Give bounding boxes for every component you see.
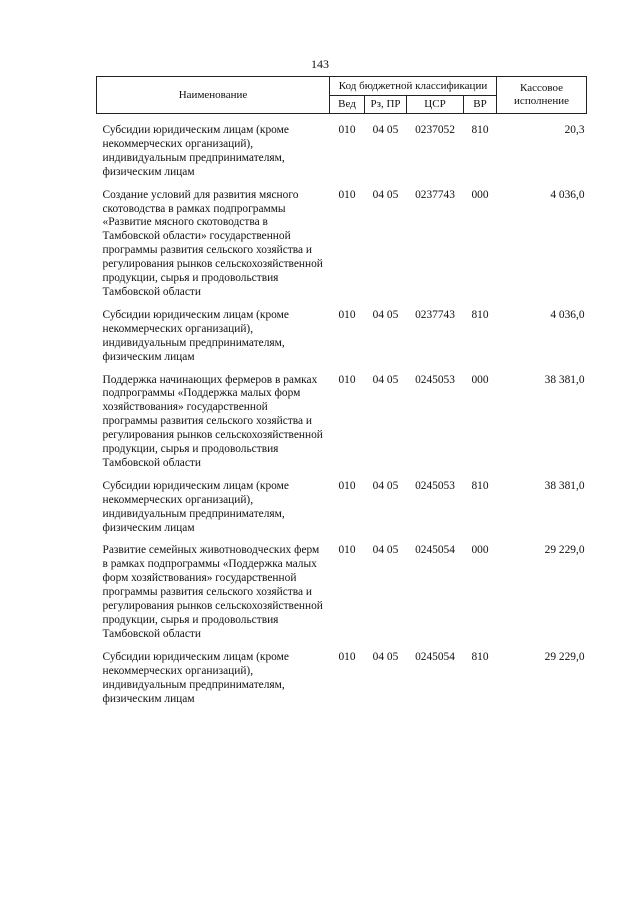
row-name: Поддержка начинающих фермеров в рамках подпрограммы «Поддержка малых форм хозяйствования» государственной программы развития сельского хозяйства и регулирования рынков сельскохозяйственной продукции, сырья и продовольствия Тамбовской области (102, 373, 323, 469)
row-name: Развитие семейных животноводческих ферм в рамках подпрограммы «Поддержка малых форм хозяйствования» государственной программы развития сельского хозяйства и регулирования рынков сельскохозяйственной продукции, сырья и продовольствия Тамбовской области (102, 544, 323, 640)
row-name: Субсидии юридическим лицам (кроме некоммерческих организаций), индивидуальным предпринимателям, физическим лицам (102, 650, 289, 705)
row-vr: 000 (471, 188, 489, 201)
row-sum: 38 381,0 (544, 479, 585, 492)
row-rz-pr: 04 05 (372, 650, 399, 663)
table-row (97, 374, 587, 480)
row-rz-pr: 04 05 (372, 479, 399, 492)
row-vr: 000 (471, 373, 489, 386)
header-rz-pr: Рз, ПР (365, 96, 407, 114)
row-name: Субсидии юридическим лицам (кроме некоммерческих организаций), индивидуальным предпринимателям, физическим лицам (102, 124, 289, 178)
table-row (97, 309, 587, 374)
table-row (97, 480, 587, 545)
table-row (97, 114, 587, 189)
header-csr: ЦСР (407, 96, 464, 114)
row-ved: 010 (338, 479, 356, 492)
row-ved: 010 (338, 124, 356, 136)
row-sum: 20,3 (564, 124, 585, 136)
table-body (97, 114, 587, 716)
row-vr: 810 (471, 124, 489, 136)
table-header (97, 77, 587, 114)
row-csr: 0237743 (415, 308, 455, 321)
row-sum: 4 036,0 (550, 188, 585, 201)
header-vr: ВР (464, 96, 497, 114)
row-csr: 0245053 (415, 479, 455, 492)
row-rz-pr: 04 05 (372, 373, 399, 386)
row-csr: 0237052 (415, 124, 455, 136)
row-ved: 010 (338, 188, 356, 201)
row-sum: 4 036,0 (550, 308, 585, 321)
row-csr: 0245054 (415, 650, 455, 663)
header-name: Наименование (97, 77, 330, 114)
row-rz-pr: 04 05 (372, 544, 399, 557)
row-sum: 29 229,0 (544, 544, 585, 557)
row-csr: 0245053 (415, 373, 455, 386)
row-csr: 0245054 (415, 544, 455, 557)
row-ved: 010 (338, 650, 356, 663)
row-rz-pr: 04 05 (372, 124, 399, 136)
row-csr: 0237743 (415, 188, 455, 201)
table-row (97, 651, 587, 716)
row-sum: 29 229,0 (544, 650, 585, 663)
row-vr: 810 (471, 650, 489, 663)
header-cash-execution: Кассовое исполнение (497, 77, 587, 114)
row-ved: 010 (338, 544, 356, 557)
row-name: Создание условий для развития мясного скотоводства в рамках подпрограммы «Развитие мясного скотоводства в Тамбовской области» государственной программы развития сельского хозяйства и регулирования рынков сельскохозяйственной продукции, сырья и продовольствия Тамбовской области (102, 188, 323, 298)
row-vr: 000 (471, 544, 489, 557)
table-row (97, 189, 587, 309)
row-rz-pr: 04 05 (372, 308, 399, 321)
row-vr: 810 (471, 308, 489, 321)
header-ved: Вед (330, 96, 365, 114)
row-name: Субсидии юридическим лицам (кроме некоммерческих организаций), индивидуальным предпринимателям, физическим лицам (102, 308, 289, 363)
row-ved: 010 (338, 373, 356, 386)
header-code-group: Код бюджетной классификации (330, 77, 497, 96)
table-row (97, 544, 587, 650)
budget-table (96, 76, 587, 715)
row-sum: 38 381,0 (544, 373, 585, 386)
row-rz-pr: 04 05 (372, 188, 399, 201)
page-number: 143 (311, 57, 329, 71)
row-ved: 010 (338, 308, 356, 321)
row-name: Субсидии юридическим лицам (кроме некоммерческих организаций), индивидуальным предпринимателям, физическим лицам (102, 479, 289, 534)
row-vr: 810 (471, 479, 489, 492)
